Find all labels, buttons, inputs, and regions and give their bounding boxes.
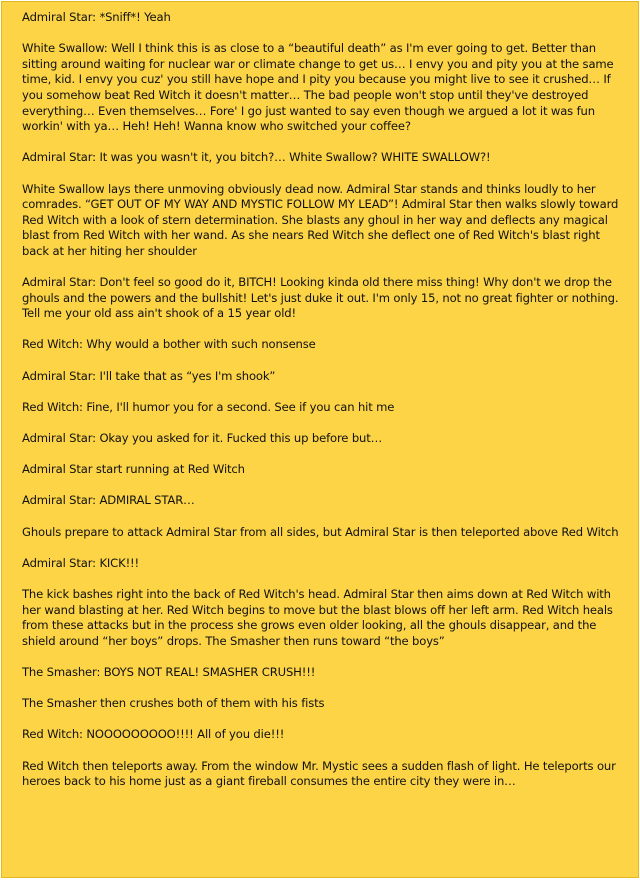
paragraph: Admiral Star: Don't feel so good do it, BITCH! Looking kinda old there miss thing! Why don't we drop the ghouls and the powers and the bullshit! Let's just duke it out. I'm only 15, not no great fighter or nothing. Tell me your old ass ain't shook of a 15 year old! [22, 275, 619, 321]
paragraph: The Smasher: BOYS NOT REAL! SMASHER CRUSH!!! [22, 664, 316, 679]
paragraph: Red Witch: Why would a bother with such nonsense [22, 337, 316, 352]
paragraph: Red Witch: NOOOOOOOOO!!!! All of you die!!! [22, 727, 285, 742]
paragraph: Admiral Star: I'll take that as “yes I'm shook” [22, 368, 276, 383]
paragraph: Red Witch then teleports away. From the window Mr. Mystic sees a sudden flash of light. He teleports our heroes back to his home just as a giant fireball consumes the entire city they were in… [22, 758, 616, 789]
paragraph: White Swallow lays there unmoving obviously dead now. Admiral Star stands and thinks loudly to her comrades. “GET OUT OF MY WAY AND MYSTIC FOLLOW MY LEAD”! Admiral Star then walks slowly toward Red Witch with a look of stern determination. She blasts any ghoul in her way and deflects any magical blast from Red Witch with her wand. As she nears Red Witch she deflect one of Red Witch's blast right back at her hiting her shoulder [22, 181, 619, 258]
paragraph: Ghouls prepare to attack Admiral Star from all sides, but Admiral Star is then teleported above Red Witch [22, 524, 619, 539]
paragraph: Admiral Star: *Sniff*! Yeah [22, 10, 171, 24]
paragraph: The Smasher then crushes both of them with his fists [22, 696, 325, 711]
paragraph: White Swallow: Well I think this is as close to a “beautiful death” as I'm ever going to get. Better than sitting around waiting for nuclear war or climate change to get us… I envy you and pity you at the same time, kid. I envy you cuz' you still have hope and I pity you because you might live to see it crushed… If you somehow beat Red Witch it doesn't matter… The bad people won't stop until they've destroyed everything… Even themselves… Fore' I go just wanted to say even though we argued a lot it was fun workin' with ya… Heh! Heh! Wanna know who switched your coffee? [22, 41, 614, 134]
paragraph: Admiral Star: It was you wasn't it, you bitch?… White Swallow? WHITE SWALLOW?! [22, 150, 491, 165]
paragraph: Admiral Star: ADMIRAL STAR… [22, 493, 195, 508]
paragraph: Red Witch: Fine, I'll humor you for a second. See if you can hit me [22, 399, 395, 414]
paragraph: The kick bashes right into the back of Red Witch's head. Admiral Star then aims down at Red Witch with her wand blasting at her. Red Witch begins to move but the blast blows off her left arm. Red Witch heals from these attacks but in the process she grows even older looking, all the ghouls disappear, and the shield around “her boys” drops. The Smasher then runs toward “the boys” [22, 586, 613, 648]
paragraph: Admiral Star start running at Red Witch [22, 462, 245, 477]
story-page [1, 1, 639, 878]
paragraph: Admiral Star: Okay you asked for it. Fucked this up before but… [22, 431, 383, 446]
paragraph: Admiral Star: KICK!!! [22, 555, 140, 570]
